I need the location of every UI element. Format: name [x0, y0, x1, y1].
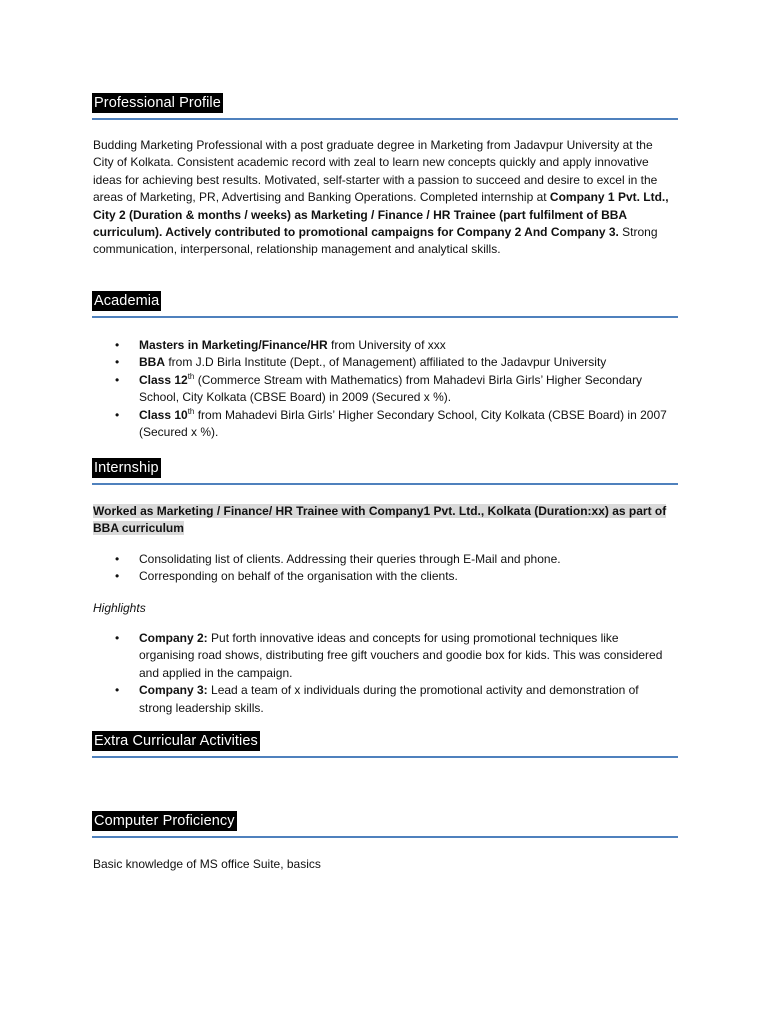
profile-section-header	[92, 93, 678, 113]
list-item: • BBA from J.D Birla Institute (Dept., of Management) affiliated to the Jadavpur University	[115, 355, 607, 370]
computer-divider	[92, 836, 678, 838]
academia-section-header	[92, 291, 678, 311]
profile-divider	[92, 118, 678, 120]
internship-role-text: Worked as Marketing / Finance/ HR Trainee with Company1 Pvt. Ltd., Kolkata (Duration:xx) as part of BBA curriculum	[93, 504, 667, 536]
computer-text: Basic knowledge of MS office Suite, basics	[93, 857, 321, 871]
extra-section-header	[92, 731, 678, 751]
academia-heading: Academia	[94, 293, 160, 309]
list-item: • Masters in Marketing/Finance/HR from University of xxx	[115, 338, 446, 352]
highlights-list	[93, 630, 673, 717]
list-item: • Consolidating list of clients. Addressing their queries through E-Mail and phone.	[115, 552, 561, 566]
highlights-label: Highlights	[93, 601, 146, 615]
profile-heading: Professional Profile	[94, 95, 221, 111]
internship-heading: Internship	[94, 460, 159, 476]
profile-text-1: Budding Marketing Professional with a post graduate degree in Marketing from Jadavpur University at the City of Kolkata. Consistent academic record with zeal to learn new concepts quickly and apply innovative ideas for achieving best results. Motivated, self-starter with a passion to succeed and desire to excel in the areas of Marketing, PR, Advertising and Banking Operations. Completed internship at	[93, 138, 658, 205]
internship-tasks	[93, 551, 673, 586]
list-item: • Company 3: Lead a team of x individuals during the promotional activity and demonstration of strong leadership skills.	[115, 683, 639, 715]
list-item: • Company 2: Put forth innovative ideas and concepts for using promotional techniques like organising road shows, distributing free gift vouchers and goodie box for kids. This was considered and applied in the campaign.	[115, 631, 663, 680]
internship-section-header	[92, 458, 678, 478]
extra-divider	[92, 756, 678, 758]
academia-list	[93, 337, 673, 441]
computer-heading: Computer Proficiency	[94, 813, 235, 829]
list-item: • Class 12th (Commerce Stream with Mathematics) from Mahadevi Birla Girls’ Higher Secondary School, City Kolkata (CBSE Board) in 2009 (Secured x %).	[115, 371, 643, 405]
internship-divider	[92, 483, 678, 485]
profile-text-2: Company 1 Pvt. Ltd., City 2 (Duration & months / weeks) as Marketing / Finance / HR Trainee (part fulfilment of BBA curriculum). Actively contributed to promotional campaigns for Company 2 And Company 3.	[93, 190, 669, 240]
academia-divider	[92, 316, 678, 318]
list-item: • Corresponding on behalf of the organisation with the clients.	[115, 569, 458, 584]
extra-heading: Extra Curricular Activities	[94, 733, 258, 749]
computer-section-header	[92, 811, 678, 831]
internship-role	[93, 503, 673, 538]
list-item: • Class 10th from Mahadevi Birla Girls’ Higher Secondary School, City Kolkata (CBSE Board) in 2007 (Secured x %).	[115, 406, 667, 440]
profile-summary	[93, 137, 673, 259]
profile-text-3: Strong communication, interpersonal, relationship management and analytical skills.	[93, 225, 658, 257]
